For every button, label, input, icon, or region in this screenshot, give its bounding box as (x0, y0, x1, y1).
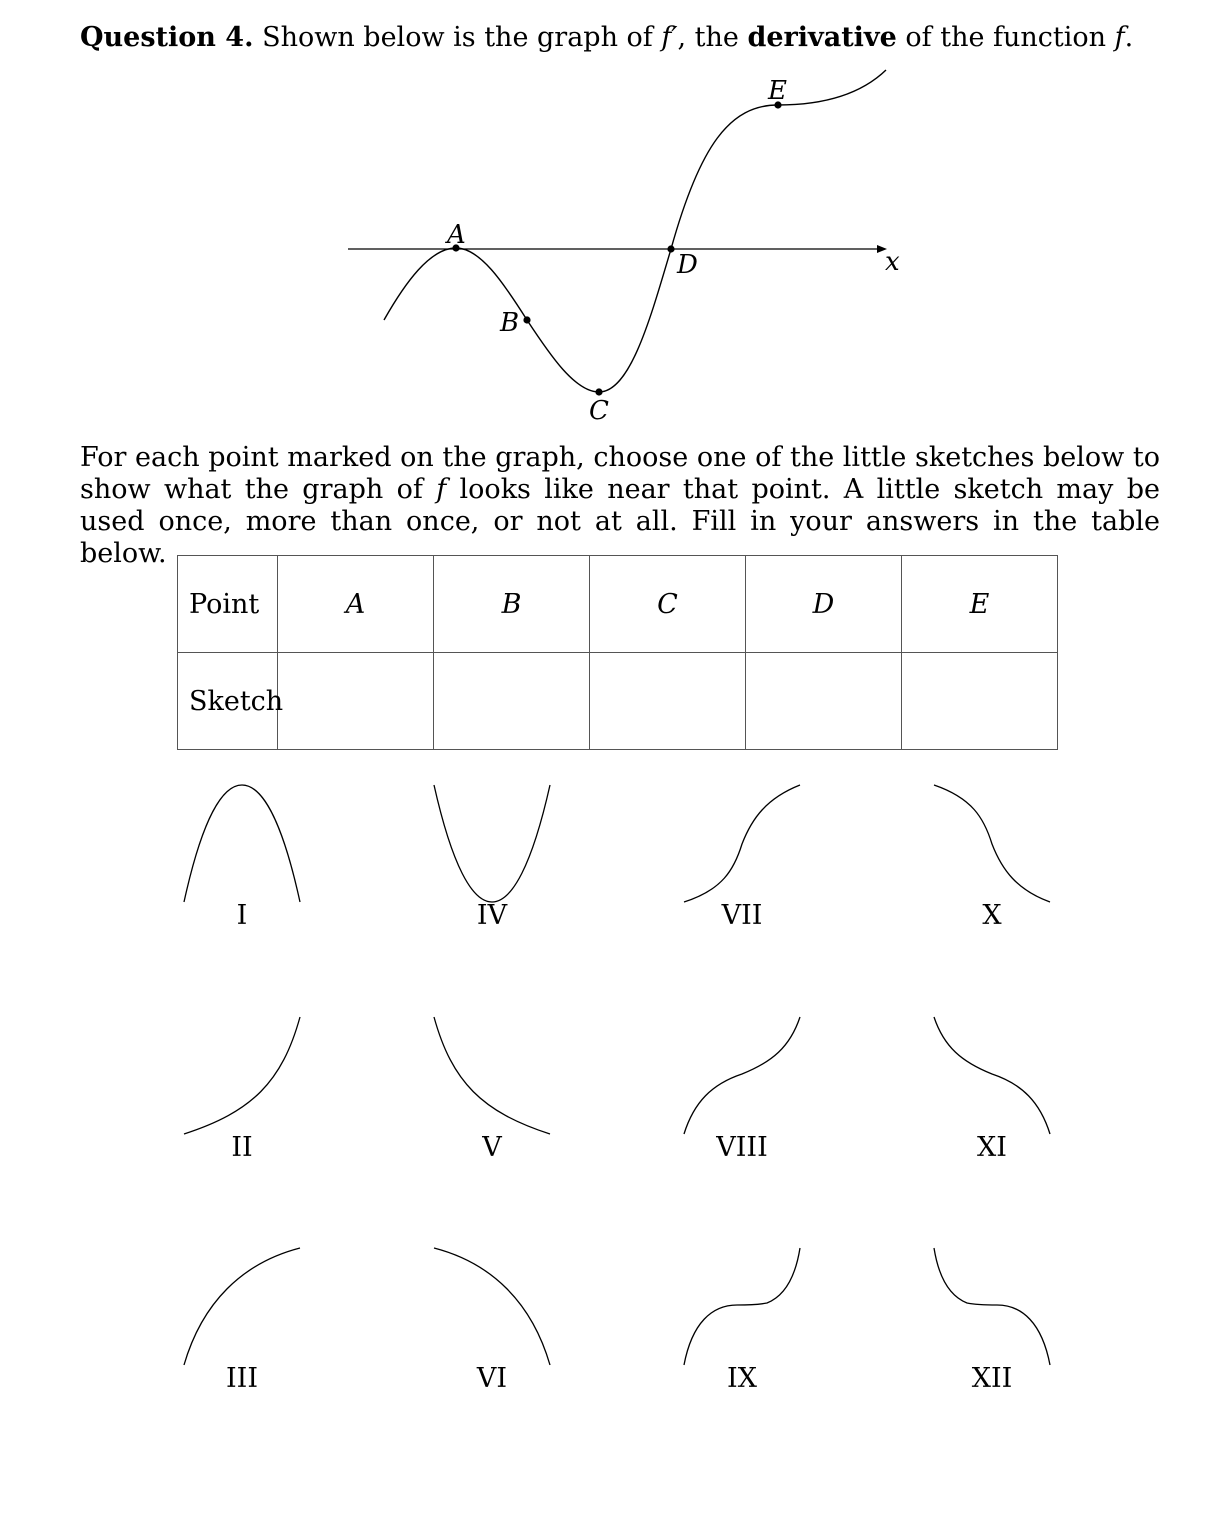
sketch-vii-label: VII (721, 900, 763, 931)
point-row-header: Point (178, 556, 278, 653)
sketch-i-label: I (236, 900, 248, 931)
point-b-label: B (500, 308, 520, 338)
answer-cell-b[interactable] (434, 653, 590, 750)
answer-cell-d[interactable] (746, 653, 902, 750)
sketch-vi-curve (372, 1243, 612, 1373)
sketch-iii-label: III (226, 1363, 258, 1394)
sketch-ii-label: II (231, 1132, 253, 1163)
sketch-row-header: Sketch (178, 653, 278, 750)
answer-cell-e[interactable] (902, 653, 1058, 750)
point-a-label: A (447, 220, 466, 250)
point-e-label: E (768, 76, 787, 106)
answer-cell-a[interactable] (278, 653, 434, 750)
sketch-iv-curve (372, 780, 612, 910)
point-d-marker (667, 245, 674, 252)
sketch-xii-curve (872, 1243, 1112, 1373)
sketch-xi-label: XI (977, 1132, 1007, 1163)
sketch-ix-label: IX (727, 1363, 757, 1394)
sketch-iv-label: IV (476, 900, 508, 931)
sketch-x-label: X (982, 900, 1002, 931)
sketch-viii-curve (622, 1012, 862, 1142)
sketch-vii (622, 780, 862, 950)
sketch-vi (372, 1243, 612, 1413)
sketch-x-curve (872, 780, 1112, 910)
question-text: Question 4. Shown below is the graph of f′, the derivative of the function f. (80, 22, 1134, 53)
sketch-ii (122, 1012, 362, 1182)
point-cell-a: A (278, 556, 434, 653)
sketch-xi (872, 1012, 1112, 1182)
point-b-marker (523, 316, 530, 323)
sketch-i-curve (122, 780, 362, 910)
sketch-x (872, 780, 1112, 950)
point-cell-d: D (746, 556, 902, 653)
x-axis-label: x (885, 247, 900, 277)
point-row (178, 556, 1058, 653)
sketch-xi-curve (872, 1012, 1112, 1142)
question-label: Question 4. (80, 22, 254, 53)
sketch-row (178, 653, 1058, 750)
instructions: For each point marked on the graph, choose one of the little sketches below to show what the graph of f looks like near that point. A little sketch may be used once, more than once, or not at all. Fill in your answers in the table below. (80, 442, 1160, 569)
point-cell-c: C (590, 556, 746, 653)
sketch-ix (622, 1243, 862, 1413)
sketch-iii (122, 1243, 362, 1413)
sketch-iv (372, 780, 612, 950)
sketch-vi-label: VI (476, 1363, 508, 1394)
sketch-iii-curve (122, 1243, 362, 1373)
sketch-vii-curve (622, 780, 862, 910)
answer-table (177, 555, 1058, 750)
sketch-viii-label: VIII (716, 1132, 768, 1163)
sketch-xii-label: XII (971, 1363, 1013, 1394)
point-c-marker (595, 388, 602, 395)
point-c-label: C (589, 396, 609, 426)
point-cell-b: B (434, 556, 590, 653)
sketch-xii (872, 1243, 1112, 1413)
sketch-v (372, 1012, 612, 1182)
derivative-graph (340, 60, 920, 430)
point-cell-e: E (902, 556, 1058, 653)
sketch-ii-curve (122, 1012, 362, 1142)
sketch-i (122, 780, 362, 950)
sketch-viii (622, 1012, 862, 1182)
sketch-v-curve (372, 1012, 612, 1142)
point-d-label: D (677, 250, 698, 280)
sketch-v-label: V (482, 1132, 502, 1163)
answer-cell-c[interactable] (590, 653, 746, 750)
sketch-ix-curve (622, 1243, 862, 1373)
